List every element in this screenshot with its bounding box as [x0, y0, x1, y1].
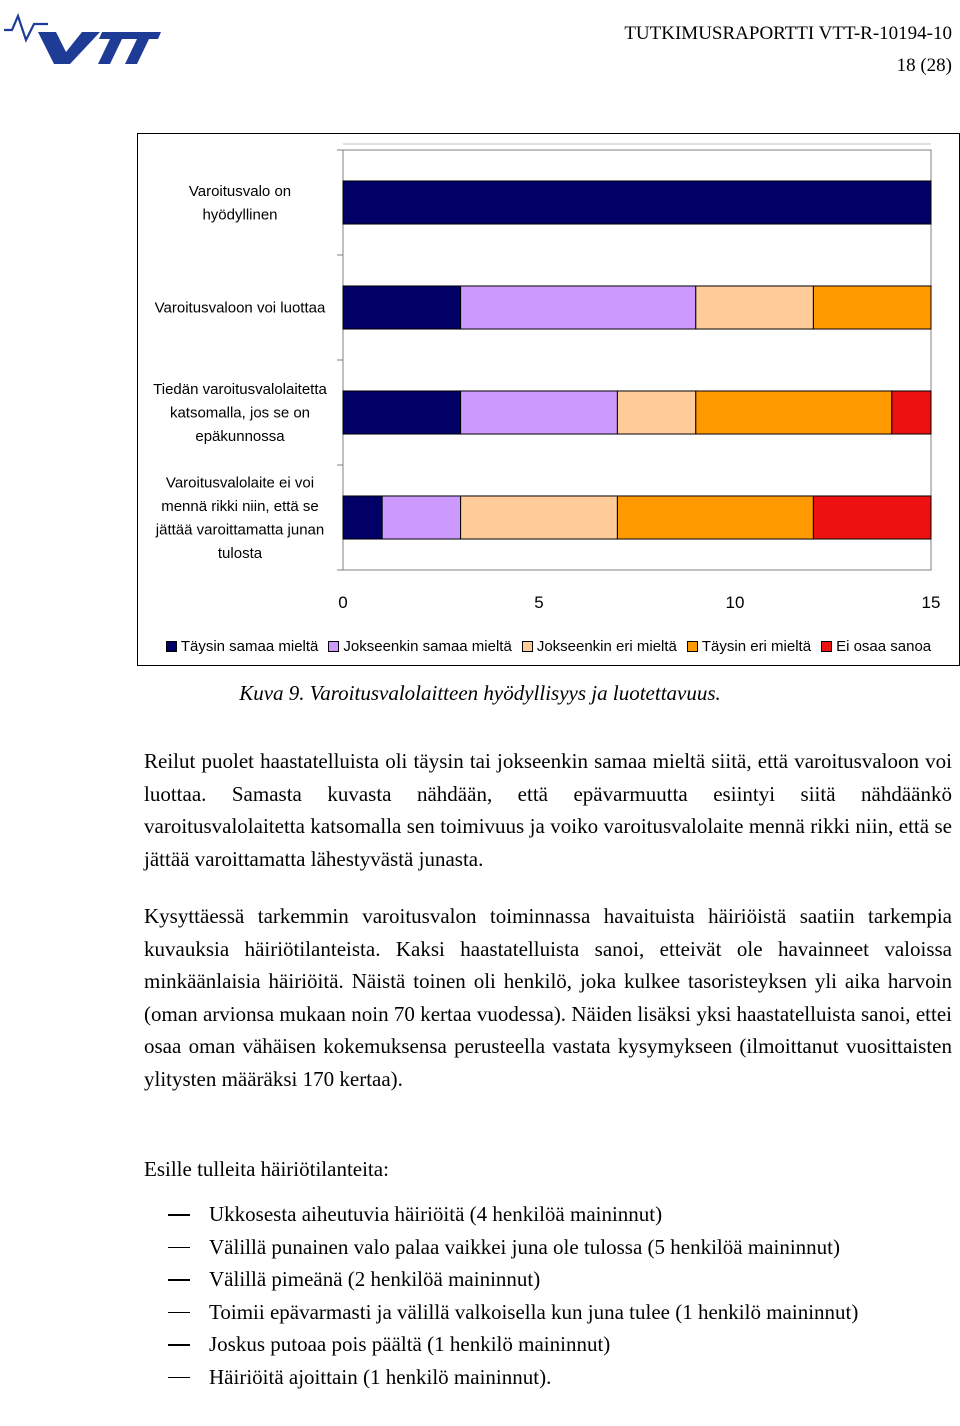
bar-segment: [617, 496, 813, 539]
bar-segment: [617, 391, 695, 434]
stacked-bar-chart: [138, 134, 959, 665]
category-label: Varoitusvalo on: [188, 182, 292, 200]
report-id: TUTKIMUSRAPORTTI VTT-R-10194-10: [624, 23, 952, 44]
paragraph-2: Kysyttäessä tarkemmin varoitusvalon toiminnassa havaituista häiriöistä saatiin tarkempia kuvauksia häiriötilanteista. Kaksi haastatelluista sanoi, etteivät ole havainneet valoissa minkäänlaisia häiriöitä. Näistä toinen oli henkilö, joka kulkee tasoristeyksen yli aika harvoin (oman arvionsa mukaan noin 70 kertaa vuodessa). Näiden lisäksi yksi haastatelluista sanoi, ettei osaa oman vähäisen kokemuksensa perusteella vastata kysymykseen (ilmoittanut vuosittaisten ylitysten määräksi 170 kertaa).: [144, 904, 952, 1091]
legend-label: Ei osaa sanoa: [836, 637, 932, 655]
bar-segment: [461, 391, 618, 434]
x-tick-label: 10: [725, 593, 745, 612]
bar-segment: [343, 391, 461, 434]
vtt-logo: [4, 6, 162, 71]
list-item: Välillä pimeänä (2 henkilöä maininnut): [168, 1263, 958, 1296]
paragraph-3: Esille tulleita häiriötilanteita:: [144, 1157, 389, 1181]
legend-item: [821, 634, 931, 658]
bar-segment: [813, 496, 931, 539]
issue-list: [168, 1198, 958, 1393]
legend-item: [522, 634, 677, 658]
bar-segment: [343, 181, 931, 224]
category-label: hyödyllinen: [202, 206, 278, 224]
legend-label: Jokseenkin samaa mieltä: [343, 637, 512, 655]
x-tick-label: 5: [534, 593, 544, 612]
list-item: Joskus putoaa pois päältä (1 henkilö maininnut): [168, 1328, 958, 1361]
category-label: Tiedän varoitusvalolaitetta: [153, 381, 327, 398]
category-label: mennä rikki niin, että se: [161, 497, 319, 515]
category-label: Varoitusvalolaite ei voi: [165, 474, 315, 492]
category-label: epäkunnossa: [195, 428, 285, 445]
figure-caption: Kuva 9. Varoitusvalolaitteen hyödyllisyys ja luotettavuus.: [239, 681, 721, 705]
legend-item: [328, 634, 511, 658]
bar-segment: [461, 496, 618, 539]
list-item: Ukkosesta aiheutuvia häiriöitä (4 henkilöä maininnut): [168, 1198, 958, 1231]
category-label: tulosta: [217, 544, 263, 562]
category-label: Varoitusvaloon voi luottaa: [154, 299, 326, 317]
bar-segment: [343, 496, 382, 539]
paragraph-1: Reilut puolet haastatelluista oli täysin tai jokseenkin samaa mieltä siitä, että varoitusvaloon voi luottaa. Samasta kuvasta nähdään, että epävarmuutta esiintyi siitä nähdäänkö varoitusvalolaitetta katsomalla sen toimivuus ja voiko varoitusvalolaite mennä rikki niin, että se jättää varoittamatta lähestyvästä junasta.: [144, 749, 952, 871]
legend-label: Täysin samaa mieltä: [180, 637, 319, 655]
legend-item: [687, 634, 811, 658]
legend-swatch: [687, 641, 698, 652]
legend-swatch: [328, 641, 339, 652]
page-number: 18 (28): [896, 55, 952, 76]
chart-frame: [137, 133, 960, 666]
bar-segment: [696, 391, 892, 434]
x-tick-label: 15: [921, 593, 941, 612]
list-item: Häiriöitä ajoittain (1 henkilö maininnut).: [168, 1361, 958, 1394]
bar-segment: [461, 286, 696, 329]
bar-segment: [813, 286, 931, 329]
list-item: Välillä punainen valo palaa vaikkei juna ole tulossa (5 henkilöä maininnut): [168, 1231, 958, 1264]
bar-segment: [696, 286, 814, 329]
legend-label: Täysin eri mieltä: [701, 637, 812, 655]
category-label: katsomalla, jos se on: [169, 404, 311, 422]
bar-segment: [892, 391, 931, 434]
category-label: jättää varoittamatta junan: [155, 521, 325, 539]
bar-segment: [382, 496, 460, 539]
list-item: Toimii epävarmasti ja välillä valkoisella kun juna tulee (1 henkilö maininnut): [168, 1296, 958, 1329]
legend-swatch: [166, 641, 177, 652]
legend-swatch: [821, 641, 832, 652]
chart-legend: [138, 634, 959, 658]
legend-label: Jokseenkin eri mieltä: [536, 637, 677, 655]
x-tick-label: 0: [338, 593, 348, 612]
legend-swatch: [522, 641, 533, 652]
bar-segment: [343, 286, 461, 329]
legend-item: [166, 634, 319, 658]
